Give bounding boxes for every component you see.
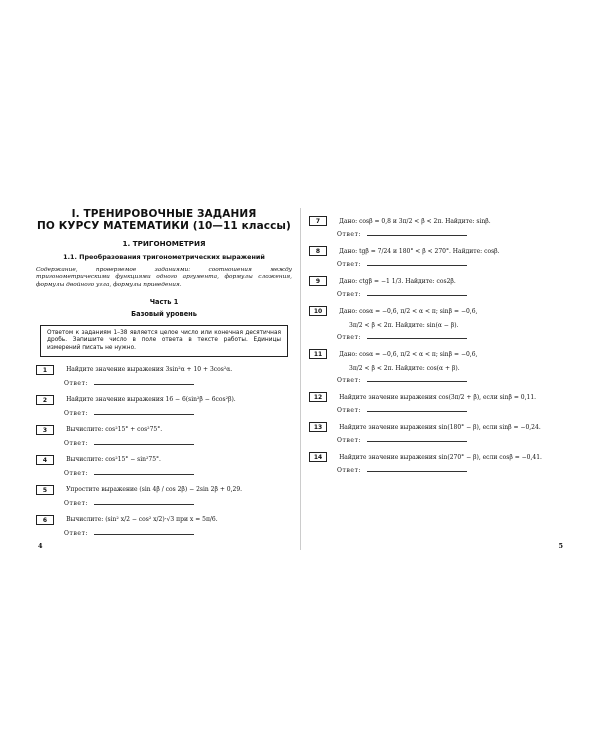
task-text: Дано: tgβ = 7/24 и 180° < β < 270°. Найдите: cosβ. bbox=[339, 247, 500, 255]
task-text: Дано: cosα = −0,6, π/2 < α < π; sinβ = −0,6, bbox=[339, 307, 478, 315]
task-number: 8 bbox=[309, 246, 327, 256]
task-text: Дано: cosα = −0,6, π/2 < α < π; sinβ = −0,6, bbox=[339, 350, 478, 358]
task-text: Вычислите: (sin² x/2 − cos² x/2)·√3 при x = 5π/6. bbox=[66, 516, 218, 524]
answer-label: Ответ: bbox=[337, 467, 362, 474]
task-item bbox=[309, 216, 565, 238]
answer-line[interactable] bbox=[94, 413, 194, 415]
answer-field[interactable] bbox=[64, 470, 292, 477]
task-item bbox=[36, 515, 292, 537]
answer-label: Ответ: bbox=[337, 231, 362, 238]
answer-label: Ответ: bbox=[64, 529, 89, 537]
task-item bbox=[309, 349, 565, 384]
task-number: 14 bbox=[309, 452, 327, 462]
page-number: 5 bbox=[558, 542, 563, 550]
task-text: Найдите значение выражения sin(270° − β), если cosβ = −0,41. bbox=[339, 453, 542, 461]
task-item bbox=[309, 276, 565, 298]
answer-line[interactable] bbox=[367, 470, 467, 472]
answer-label: Ответ: bbox=[337, 261, 362, 268]
task-item bbox=[36, 365, 292, 387]
answer-field[interactable] bbox=[337, 334, 565, 341]
task-item bbox=[36, 485, 292, 507]
task-number: 3 bbox=[36, 425, 54, 435]
answer-line[interactable] bbox=[367, 410, 467, 412]
task-text: Вычислите: cos²15° − sin²75°. bbox=[66, 456, 161, 464]
answer-field[interactable] bbox=[64, 530, 292, 537]
chapter-title-line1: I. ТРЕНИРОВОЧНЫЕ ЗАДАНИЯ bbox=[71, 208, 257, 220]
answer-label: Ответ: bbox=[64, 439, 89, 447]
intro-text: Содержание, проверяемое заданиями: соотношения между тригонометрическими функциями одного аргумента, формулы сложения, формулы двойного угла, формулы приведения. bbox=[36, 267, 292, 288]
task-number: 4 bbox=[36, 455, 54, 465]
answer-label: Ответ: bbox=[337, 407, 362, 414]
part-heading: Часть 1 bbox=[149, 298, 179, 307]
answer-field[interactable] bbox=[337, 291, 565, 298]
answer-label: Ответ: bbox=[337, 291, 362, 298]
task-number: 7 bbox=[309, 216, 327, 226]
answer-field[interactable] bbox=[64, 440, 292, 447]
task-number: 13 bbox=[309, 422, 327, 432]
answer-line[interactable] bbox=[94, 533, 194, 535]
answer-label: Ответ: bbox=[337, 334, 362, 341]
task-text-continued: 3π/2 < β < 2π. Найдите: sin(α − β). bbox=[349, 322, 459, 329]
answer-line[interactable] bbox=[367, 337, 467, 339]
page-number: 4 bbox=[38, 542, 43, 550]
task-number: 9 bbox=[309, 276, 327, 286]
task-number: 12 bbox=[309, 392, 327, 402]
answer-label: Ответ: bbox=[337, 437, 362, 444]
task-text: Найдите значение выражения 3sin²α + 10 + 3cos²α. bbox=[66, 366, 233, 374]
answer-line[interactable] bbox=[367, 294, 467, 296]
answer-line[interactable] bbox=[94, 383, 194, 385]
answer-line[interactable] bbox=[367, 234, 467, 236]
answer-field[interactable] bbox=[337, 407, 565, 414]
answer-line[interactable] bbox=[367, 264, 467, 266]
task-text-continued: 3π/2 < β < 2π. Найдите: cos(α + β). bbox=[349, 365, 460, 372]
task-item bbox=[36, 425, 292, 447]
answer-label: Ответ: bbox=[64, 409, 89, 417]
section-heading: 1. ТРИГОНОМЕТРИЯ bbox=[122, 239, 206, 248]
task-number: 11 bbox=[309, 349, 327, 359]
answer-field[interactable] bbox=[337, 261, 565, 268]
answer-field[interactable] bbox=[337, 377, 565, 384]
answer-field[interactable] bbox=[337, 437, 565, 444]
answer-line[interactable] bbox=[367, 440, 467, 442]
task-number: 1 bbox=[36, 365, 54, 375]
task-number: 2 bbox=[36, 395, 54, 405]
intro-paragraph bbox=[36, 267, 292, 289]
task-number: 5 bbox=[36, 485, 54, 495]
answer-label: Ответ: bbox=[64, 469, 89, 477]
task-text: Упростите выражение (sin 4β / cos 2β) − 2sin 2β + 0,29. bbox=[66, 486, 243, 494]
task-item bbox=[309, 422, 565, 444]
answer-field[interactable] bbox=[337, 231, 565, 238]
task-number: 10 bbox=[309, 306, 327, 316]
task-text: Дано: ctgβ = −1 1/3. Найдите: cos2β. bbox=[339, 277, 456, 285]
task-text: Дано: cosβ = 0,8 и 3π/2 < β < 2π. Найдите: sinβ. bbox=[339, 217, 491, 225]
answer-line[interactable] bbox=[94, 443, 194, 445]
task-item bbox=[36, 395, 292, 417]
instructions-box: Ответом к заданиям 1–38 является целое число или конечная десятичная дробь. Запишите число в поле ответа в тексте работы. Единицы измерений писать не нужно. bbox=[40, 325, 288, 357]
right-page bbox=[301, 208, 573, 550]
answer-label: Ответ: bbox=[337, 377, 362, 384]
level-heading: Базовый уровень bbox=[131, 310, 197, 319]
answer-line[interactable] bbox=[94, 473, 194, 475]
task-text: Найдите значение выражения sin(180° − β), если sinβ = −0,24. bbox=[339, 423, 541, 431]
answer-field[interactable] bbox=[64, 410, 292, 417]
task-number: 6 bbox=[36, 515, 54, 525]
left-page bbox=[28, 208, 301, 550]
answer-label: Ответ: bbox=[64, 379, 89, 387]
answer-field[interactable] bbox=[64, 500, 292, 507]
answer-field[interactable] bbox=[64, 380, 292, 387]
chapter-title-line2: ПО КУРСУ МАТЕМАТИКИ (10—11 классы) bbox=[37, 220, 291, 232]
answer-line[interactable] bbox=[367, 380, 467, 382]
task-item bbox=[309, 392, 565, 414]
task-item bbox=[309, 452, 565, 474]
task-item bbox=[36, 455, 292, 477]
task-item bbox=[309, 306, 565, 341]
task-text: Вычислите: cos²15° + cos²75°. bbox=[66, 426, 163, 434]
answer-line[interactable] bbox=[94, 503, 194, 505]
task-text: Найдите значение выражения cos(3π/2 + β), если sinβ = 0,11. bbox=[339, 393, 537, 401]
book-spread bbox=[28, 208, 573, 550]
answer-label: Ответ: bbox=[64, 499, 89, 507]
task-item bbox=[309, 246, 565, 268]
subsection-heading: 1.1. Преобразования тригонометрических выражений bbox=[63, 253, 265, 261]
task-text: Найдите значение выражения 16 − 6(sin²β − 6cos²β). bbox=[66, 396, 236, 404]
answer-field[interactable] bbox=[337, 467, 565, 474]
